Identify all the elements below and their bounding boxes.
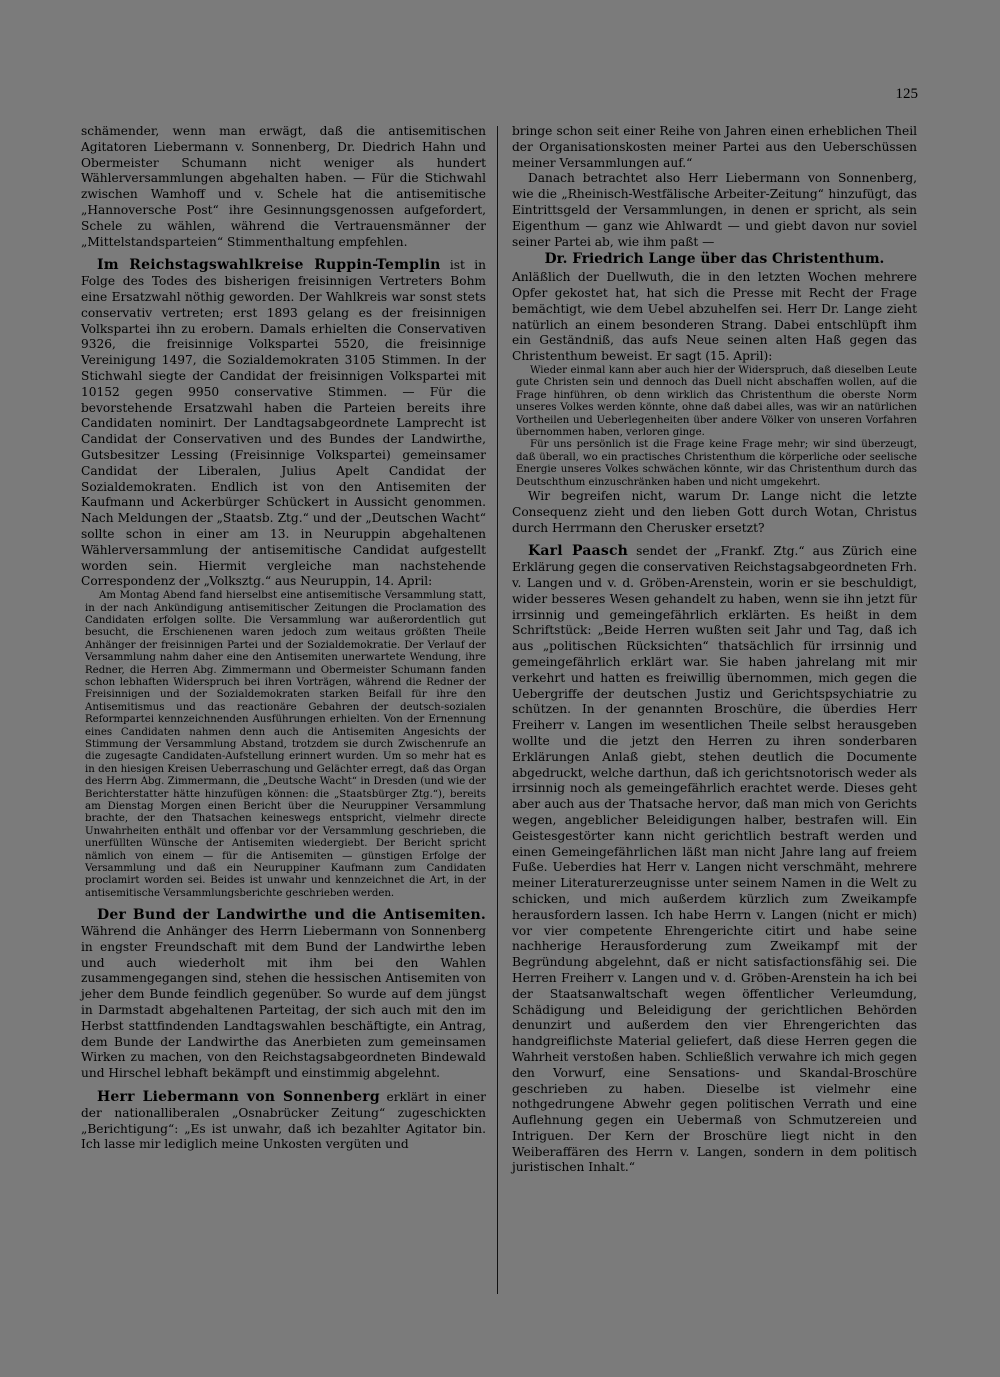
article-heading: Dr. Friedrich Lange über das Christenthum. [544,251,885,268]
article-paasch [512,544,917,1176]
quoted-report: Am Montag Abend fand hierselbst eine antisemitische Versammlung statt, in der nach Ankündigung antisemitischer Zeitungen die Proclamation des Candidaten erfolgen sollte. Die Versammlung war außerordentlich gut besucht, die Erschienenen waren jedoch zum weitaus größten Theile Anhänger der freisinnigen Partei und der Sozialdemokratie. Der Verlauf der Versammlung nahm daher eine den Antisemiten unerwartete Wendung, ihre Redner, die Herren Abg. Zimmermann und Obermeister Schumann fanden schon lebhaften Widerspruch bei ihren Vorträgen, während die Redner der Freisinnigen und der Sozialdemokraten starken Beifall für ihre den Antisemitismus und das reactionäre Gebahren der deutsch-sozialen Reformpartei kennzeichnenden Ausführungen erhielten. Von der Ernennung eines Candidaten nahmen denn auch die Antisemiten Angesichts der Stimmung der Versammlung Abstand, trotzdem sie durch Zwischenrufe an die zugesagte Candidaten-Aufstellung erinnert wurden. Um so mehr hat es in den hiesigen Kreisen Ueberraschung und Gelächter erregt, daß das Organ des Herrn Abg. Zimmermann, die „Deutsche Wacht“ in Dresden (und wie der Berichterstatter hätte hinzufügen können: die „Staatsbürger Ztg.“), bereits am Dienstag Morgen einen Bericht über die Neuruppiner Versammlung brachte, der den Thatsachen keineswegs entspricht, vielmehr directe Unwahrheiten enthält und offenbar vor der Versammlung geschrieben, die unerfüllten Wünsche der Antisemiten wiedergiebt. Der Bericht spricht nämlich von einem — für die Antisemiten — günstigen Erfolge der Versammlung und daß ein Neuruppiner Kaufmann zum Candidaten proclamirt worden sei. Beides ist unwahr und kennzeichnet die Art, in der antisemitische Versammlungsberichte geschrieben werden. [85,590,486,899]
article-reichstagswahlkreis [81,258,486,590]
page-number: 125 [895,86,918,102]
article-heading: Der Bund der Landwirthe und die Antisemiten. [97,907,486,924]
paragraph: Danach betrachtet also Herr Liebermann von Sonnenberg, wie die „Rheinisch-Westfälische Arbeiter-Zeitung“ hinzufügt, das Eintrittsgeld der Versammlungen, in denen er spricht, als sein Eigenthum — ganz wie Ahlwardt — und giebt davon nur soviel seiner Partei ab, wie ihm paßt — [512,171,917,249]
article-bund-der-landwirthe [81,908,486,1082]
paragraph: schämender, wenn man erwägt, daß die antisemitischen Agitatoren Liebermann v. Sonnenberg, Dr. Diedrich Hahn und Obermeister Schumann nicht weniger als hundert Wählerversammlungen abgehalten haben. — Für die Stichwahl zwischen Wamhoff und v. Schele hat die antisemitische „Hannoversche Post“ ihre Gesinnungsgenossen aufgefordert, Schele zu wählen, während die Vertrauensmänner der „Mittelstandsparteien“ Stimmenthaltung empfehlen. [81,124,486,249]
quoted-passage: Wieder einmal kann aber auch hier der Widerspruch, daß dieselben Leute gute Christen sein und dennoch das Duell nicht abschaffen wollen, auf die Frage hinführen, ob denn wirklich das Christenthum die oberste Norm unseres Volkes werden könnte, ohne daß dabei alles, was wir an natürlichen Vortheilen und Ueberlegenheiten über andere Völker von unseren Vorfahren übernommen haben, verloren ginge. [516,364,917,438]
article-liebermann [81,1090,486,1153]
article-heading: Herr Liebermann von Sonnenberg [97,1089,380,1106]
article-body: sendet der „Frankf. Ztg.“ aus Zürich eine Erklärung gegen die conservativen Reichstagsabgeordneten Frh. v. Langen und v. d. Gröben-Arenstein, worin er sie beschuldigt, wider besseres Wesen gehandelt zu haben, wenn sie ihn jetzt für irrsinnig und gemeingefährlich erklärten. Es heißt in dem Schriftstück: „Beide Herren wußten seit Jahr und Tag, daß ich aus „politischen Rücksichten“ thatsächlich für irrsinnig und gemeingefährlich erklärt war. Sie haben jahrelang mit mir verkehrt und hatten es freiwillig übernommen, mich gegen die Uebergriffe der deutschen Justiz und Gerichtspsychiatrie zu schützen. In der genannten Broschüre, die überdies Herr Freiherr v. Langen im wesentlichen Theile selbst herausgeben wollte und die jetzt den Herren zu ihren sonderbaren Erklärungen Anlaß giebt, stehen deutlich die Documente abgedruckt, welche darthun, daß ich gerichtsnotorisch weder als irrsinnig noch als gemeingefährlich erachtet werde. Dieses geht aber auch aus der Thatsache hervor, daß man mich von Gerichts wegen, angeblicher Beleidigungen halber, bestrafen will. Ein Geistesgestörter kann nicht gerichtlich bestraft werden und einen Gemeingefährlichen läßt man nicht Jahre lang auf freiem Fuße. Ueberdies hat Herr v. Langen nicht verschmäht, mehrere meiner Literaturerzeugnisse unter seinem Namen in die Welt zu schicken, und mich außerdem kürzlich zum Zweikampfe herausfordern lassen. Ich habe Herrn v. Langen (nicht er mich) vor vier competente Ehrengerichte citirt und habe seine nachherige Herausforderung zum Zweikampf mit der Begründung abgelehnt, daß er nicht satisfactionsfähig sei. Die Herren Freiherr v. Langen und v. d. Gröben-Arenstein ha ich bei der Staatsanwaltschaft wegen öffentlicher Verleumdung, Schädigung und Beleidigung der gerichtlichen Behörden denunzirt und außerdem den vier Ehrengerichten das handgreiflichste Material geliefert, daß diese Herren gegen die Wahrheit verstoßen haben. Schließlich verwahre ich mich gegen den Vorwurf, eine Sensations- und Skandal-Broschüre geschrieben zu haben. Dieselbe ist vielmehr eine nothgedrungene Abwehr gegen politischen Verrath und eine Auflehnung gegen ein Uebermaß von Schmutzereien und Intriguen. Der Kern der Broschüre liegt nicht in den Weiberaffären des Herrn v. Langen, sondern in dem politisch juristischen Inhalt.“ [512,544,918,1175]
article-body: ist in Folge des Todes des bisherigen freisinnigen Vertreters Bohm eine Ersatzwahl nöthig geworden. Der Wahlkreis war sonst stets conservativ vertreten; erst 1893 gelang es der freisinnigen Volkspartei ihn zu erobern. Damals erhielten die Conservativen 9326, die freisinnige Volkspartei 5520, die freisinnige Vereinigung 1497, die Sozialdemokraten 3105 Stimmen. In der Stichwahl siegte der Candidat der freisinnigen Volkspartei mit 10152 gegen 9950 conservative Stimmen. — Für die bevorstehende Ersatzwahl haben die Parteien bereits ihre Candidaten nominirt. Der Landtagsabgeordnete Lamprecht ist Candidat der Conservativen und des Bundes der Landwirthe, Gutsbesitzer Lessing (Freisinnige Volkspartei) gemeinsamer Candidat der Liberalen, Julius Apelt Candidat der Sozialdemokraten. Endlich ist von den Antisemiten der Kaufmann und Ackerbürger Schückert in Aussicht genommen. Nach Meldungen der „Staatsb. Ztg.“ und der „Deutschen Wacht“ sollte schon in einer am 13. in Neuruppin abgehaltenen Wählerversammlung der antisemitische Candidat aufgestellt worden sein. Hiermit vergleiche man nachstehende Correspondenz der „Volksztg.“ aus Neuruppin, 14. April: [81,258,486,589]
paragraph: Wir begreifen nicht, warum Dr. Lange nicht die letzte Consequenz zieht und den lieben Gott durch Wotan, Christus durch Herrmann den Cherusker ersetzt? [512,489,917,535]
paragraph: Anläßlich der Duellwuth, die in den letzten Wochen mehrere Opfer gekostet hat, hat sich die Presse mit Recht der Frage bemächtigt, wie dem Uebel abzuhelfen sei. Herr Dr. Lange zieht natürlich an einem besonderen Strang. Dabei entschlüpft ihm ein Geständniß, das aufs Neue seinen alten Haß gegen das Christenthum beweist. Er sagt (15. April): [512,270,917,364]
right-column [512,124,917,1176]
left-column [81,124,486,1153]
quoted-passage: Für uns persönlich ist die Frage keine Frage mehr; wir sind überzeugt, daß überall, wo ein practisches Christenthum die körperliche oder seelische Energie unseres Volkes schwächen könnte, wir das Christenthum durch das Deutschthum einzuschränken haben und nicht umgekehrt. [516,439,917,488]
article-body: erklärt in einer der nationalliberalen „Osnabrücker Zeitung“ zugeschickten „Berichtigung“: „Es ist unwahr, daß ich bezahlter Agitator bin. Ich lasse mir lediglich meine Unkosten vergüten und [81,1090,486,1152]
article-body: Während die Anhänger des Herrn Liebermann von Sonnenberg in engster Freundschaft mit dem Bund der Landwirthe leben und auch wiederholt mit ihm bei den Wahlen zusammengegangen sind, stehen die hessischen Antisemiten von jeher dem Bunde feindlich gegenüber. So wurde auf dem jüngst in Darmstadt abgehaltenen Parteitag, der sich auch mit den im Herbst stattfindenden Landtagswahlen beschäftigte, ein Antrag, dem Bunde der Landwirthe das Anerbieten zum gemeinsamen Wirken zu machen, von den Reichstagsabgeordneten Bindewald und Hirschel lebhaft bekämpft und einstimmig abgelehnt. [81,924,486,1081]
article-heading: Karl Paasch [528,543,629,560]
article-heading: Im Reichstagswahlkreise Ruppin-Templin [97,257,441,274]
paragraph: bringe schon seit einer Reihe von Jahren einen erheblichen Theil der Organisationskosten meiner Partei aus den Ueberschüssen meiner Versammlungen auf.“ [512,124,917,170]
column-divider [497,126,498,1294]
